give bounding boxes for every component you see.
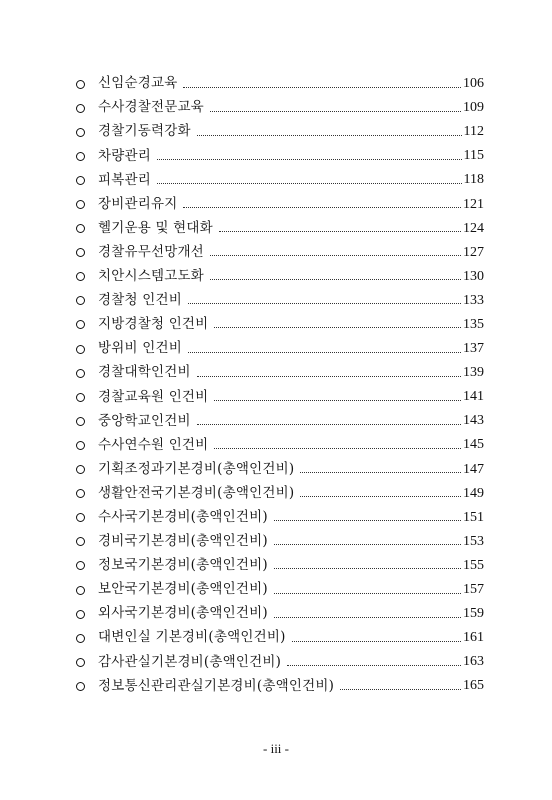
toc-entry-page-number: 161 (463, 630, 484, 646)
toc-entry-page-number: 141 (463, 389, 484, 405)
dot-leader (274, 520, 461, 521)
circle-bullet-icon (76, 369, 85, 378)
toc-entry-page-number: 109 (463, 100, 484, 116)
dot-leader (197, 376, 461, 377)
toc-entry-page-number: 159 (463, 606, 484, 622)
dot-leader (340, 689, 461, 690)
toc-entry (76, 144, 484, 168)
circle-bullet-icon (76, 586, 85, 595)
toc-entry-page-number: 137 (463, 341, 484, 357)
toc-entry-page-number: 157 (463, 582, 484, 598)
dot-leader (210, 279, 461, 280)
toc-entry (76, 409, 484, 433)
toc-entry-title: 지방경찰청 인건비 (98, 316, 209, 333)
toc-entry-title: 수사국기본경비(총액인건비) (98, 508, 268, 525)
circle-bullet-icon (76, 441, 85, 450)
toc-entry-page-number: 130 (463, 268, 484, 284)
dot-leader (157, 159, 462, 160)
circle-bullet-icon (76, 513, 85, 522)
dot-leader (157, 183, 462, 184)
toc-entry-title: 신임순경교육 (98, 75, 178, 92)
toc-entry-title: 보안국기본경비(총액인건비) (98, 581, 268, 598)
toc-entry-page-number: 133 (463, 292, 484, 308)
circle-bullet-icon (76, 152, 85, 161)
circle-bullet-icon (76, 272, 85, 281)
toc-entry-title: 헬기운용 및 현대화 (98, 219, 213, 236)
dot-leader (287, 665, 461, 666)
toc-entry (76, 385, 484, 409)
toc-entry-title: 중앙학교인건비 (98, 412, 191, 429)
toc-entry-page-number: 118 (463, 172, 484, 188)
toc-entry-page-number: 163 (463, 654, 484, 670)
toc-entry (76, 217, 484, 241)
dot-leader (197, 424, 461, 425)
circle-bullet-icon (76, 296, 85, 305)
page-number-footer: - iii - (263, 741, 289, 756)
dot-leader (214, 400, 461, 401)
toc-entry-title: 기획조정과기본경비(총액인건비) (98, 460, 295, 477)
toc-entry-title: 차량관리 (98, 147, 151, 164)
toc-entry-title: 경찰유무선망개선 (98, 243, 204, 260)
toc-entry-page-number: 143 (463, 413, 484, 429)
dot-leader (274, 593, 461, 594)
circle-bullet-icon (76, 104, 85, 113)
toc-entry-title: 치안시스템고도화 (98, 268, 204, 285)
dot-leader (274, 568, 461, 569)
dot-leader (214, 327, 461, 328)
toc-entry (76, 192, 484, 216)
dot-leader (197, 135, 462, 136)
dot-leader (183, 87, 461, 88)
toc-entry (76, 120, 484, 144)
toc-entry (76, 168, 484, 192)
toc-entry (76, 626, 484, 650)
toc-entry (76, 337, 484, 361)
toc-entry (76, 650, 484, 674)
toc-entry-title: 수사경찰전문교육 (98, 99, 204, 116)
dot-leader (188, 303, 461, 304)
toc-entry-title: 정보국기본경비(총액인건비) (98, 557, 268, 574)
toc-entry (76, 313, 484, 337)
dot-leader (210, 255, 461, 256)
dot-leader (274, 544, 461, 545)
toc-entry-page-number: 112 (463, 124, 484, 140)
table-of-contents (76, 72, 484, 698)
toc-entry (76, 433, 484, 457)
circle-bullet-icon (76, 224, 85, 233)
toc-entry-title: 피복관리 (98, 171, 151, 188)
toc-entry-page-number: 149 (463, 485, 484, 501)
toc-entry-page-number: 124 (463, 220, 484, 236)
toc-entry-title: 경찰기동력강화 (98, 123, 191, 140)
dot-leader (300, 472, 461, 473)
circle-bullet-icon (76, 393, 85, 402)
circle-bullet-icon (76, 682, 85, 691)
dot-leader (292, 641, 461, 642)
toc-entry-page-number: 135 (463, 316, 484, 332)
toc-entry (76, 458, 484, 482)
toc-entry (76, 482, 484, 506)
circle-bullet-icon (76, 634, 85, 643)
toc-entry-title: 경찰청 인건비 (98, 292, 182, 309)
toc-entry-page-number: 153 (463, 533, 484, 549)
toc-entry (76, 602, 484, 626)
toc-entry (76, 361, 484, 385)
dot-leader (183, 207, 461, 208)
circle-bullet-icon (76, 176, 85, 185)
toc-entry-page-number: 139 (463, 365, 484, 381)
circle-bullet-icon (76, 128, 85, 137)
circle-bullet-icon (76, 200, 85, 209)
toc-entry (76, 72, 484, 96)
toc-entry (76, 241, 484, 265)
circle-bullet-icon (76, 80, 85, 89)
toc-entry-page-number: 106 (463, 76, 484, 92)
toc-entry (76, 530, 484, 554)
toc-entry-title: 감사관실기본경비(총액인건비) (98, 653, 282, 670)
toc-entry-page-number: 121 (463, 196, 484, 212)
toc-entry (76, 289, 484, 313)
circle-bullet-icon (76, 320, 85, 329)
dot-leader (188, 352, 461, 353)
toc-entry-title: 경찰대학인건비 (98, 364, 191, 381)
toc-entry-title: 수사연수원 인건비 (98, 436, 209, 453)
circle-bullet-icon (76, 658, 85, 667)
circle-bullet-icon (76, 345, 85, 354)
toc-entry-page-number: 115 (463, 148, 484, 164)
dot-leader (210, 111, 461, 112)
toc-entry-title: 대변인실 기본경비(총액인건비) (98, 629, 286, 646)
toc-entry (76, 265, 484, 289)
toc-entry (76, 96, 484, 120)
circle-bullet-icon (76, 465, 85, 474)
dot-leader (300, 496, 461, 497)
dot-leader (214, 448, 461, 449)
circle-bullet-icon (76, 537, 85, 546)
toc-entry-page-number: 155 (463, 557, 484, 573)
dot-leader (274, 617, 461, 618)
circle-bullet-icon (76, 248, 85, 257)
toc-entry-title: 경찰교육원 인건비 (98, 388, 209, 405)
toc-entry-title: 정보통신관리관실기본경비(총액인건비) (98, 677, 335, 694)
circle-bullet-icon (76, 417, 85, 426)
toc-entry (76, 506, 484, 530)
toc-entry-title: 경비국기본경비(총액인건비) (98, 533, 268, 550)
toc-entry-page-number: 151 (463, 509, 484, 525)
toc-entry-page-number: 145 (463, 437, 484, 453)
toc-entry-title: 생활안전국기본경비(총액인건비) (98, 484, 295, 501)
toc-entry-title: 외사국기본경비(총액인건비) (98, 605, 268, 622)
toc-entry-title: 방위비 인건비 (98, 340, 182, 357)
toc-entry-page-number: 127 (463, 244, 484, 260)
circle-bullet-icon (76, 610, 85, 619)
dot-leader (219, 231, 461, 232)
toc-entry (76, 554, 484, 578)
toc-entry (76, 578, 484, 602)
toc-entry (76, 674, 484, 698)
toc-entry-page-number: 165 (463, 678, 484, 694)
circle-bullet-icon (76, 489, 85, 498)
toc-entry-page-number: 147 (463, 461, 484, 477)
circle-bullet-icon (76, 561, 85, 570)
toc-entry-title: 장비관리유지 (98, 195, 178, 212)
